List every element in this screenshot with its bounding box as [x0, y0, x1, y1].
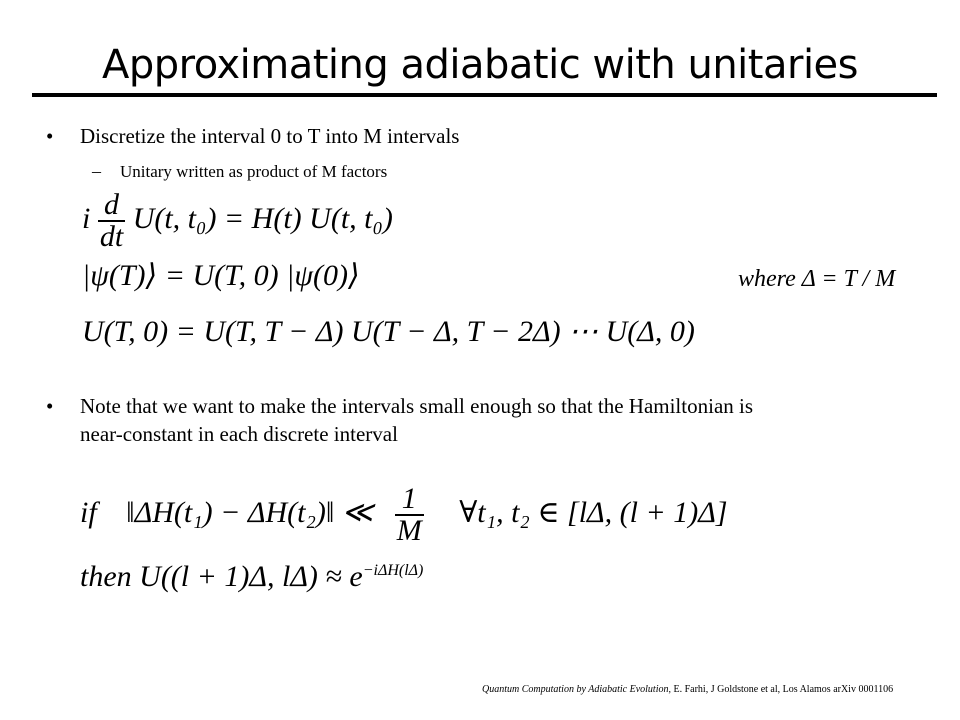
equation-then-approx	[80, 560, 423, 594]
eq5-exponent: −iΔH(lΔ)	[362, 562, 424, 579]
eq2-body: |ψ(T)⟩ = U(T, 0) |ψ(0)⟩	[82, 259, 360, 292]
eq1-imaginary-unit: i	[82, 201, 91, 235]
eq4-norm: ‖ΔH(t₁) − ΔH(t₂)‖ ≪	[126, 495, 374, 529]
slide-title: Approximating adiabatic with unitaries	[102, 42, 858, 88]
equation-product-decomposition	[82, 314, 695, 349]
bullet-discretize	[46, 124, 460, 149]
bullet-text-line2: near-constant in each discrete interval	[80, 422, 398, 446]
eq4-numerator: 1	[395, 484, 424, 516]
sub-bullet-unitary	[92, 161, 388, 182]
eq5-then: then	[80, 560, 132, 593]
eq1-rhs: U(t, t₀) = H(t) U(t, t₀)	[132, 201, 393, 235]
sub-bullet-dash: –	[92, 161, 101, 181]
equation-schrodinger-unitary	[82, 190, 393, 252]
citation-title: Quantum Computation by Adiabatic Evolution,	[482, 684, 671, 695]
bullet-point: •	[46, 394, 54, 418]
eq4-denominator: M	[396, 514, 422, 547]
eq4-fraction	[395, 484, 424, 546]
eq4-rest: ∀t₁, t₂ ∈ [lΔ, (l + 1)Δ]	[459, 495, 728, 529]
eq3-body: U(T, 0) = U(T, T − Δ) U(T − Δ, T − 2Δ) ⋯ U(Δ, 0)	[82, 315, 695, 348]
citation-authors: E. Farhi, J Goldstone et al, Los Alamos arXiv 0001106	[670, 684, 894, 695]
eq5-body: U((l + 1)Δ, lΔ) ≈ e	[139, 560, 363, 593]
equation-if-condition	[80, 484, 728, 546]
bullet-text-line1: Note that we want to make the intervals small enough so that the Hamiltonian is	[80, 394, 754, 418]
eq1-derivative	[98, 190, 125, 252]
where-clause: where Δ = T / M	[738, 266, 896, 292]
eq1-derivative-numerator: d	[98, 190, 125, 222]
bullet-point: •	[46, 124, 54, 148]
bullet-text: Discretize the interval 0 to T into M intervals	[80, 124, 460, 148]
bullet-note	[46, 392, 754, 448]
title-underline	[32, 93, 937, 97]
sub-bullet-text: Unitary written as product of M factors	[120, 162, 388, 181]
equation-state-evolution	[82, 258, 360, 293]
citation	[482, 684, 893, 695]
eq4-if: if	[80, 495, 97, 529]
eq1-derivative-denominator: dt	[99, 220, 124, 253]
